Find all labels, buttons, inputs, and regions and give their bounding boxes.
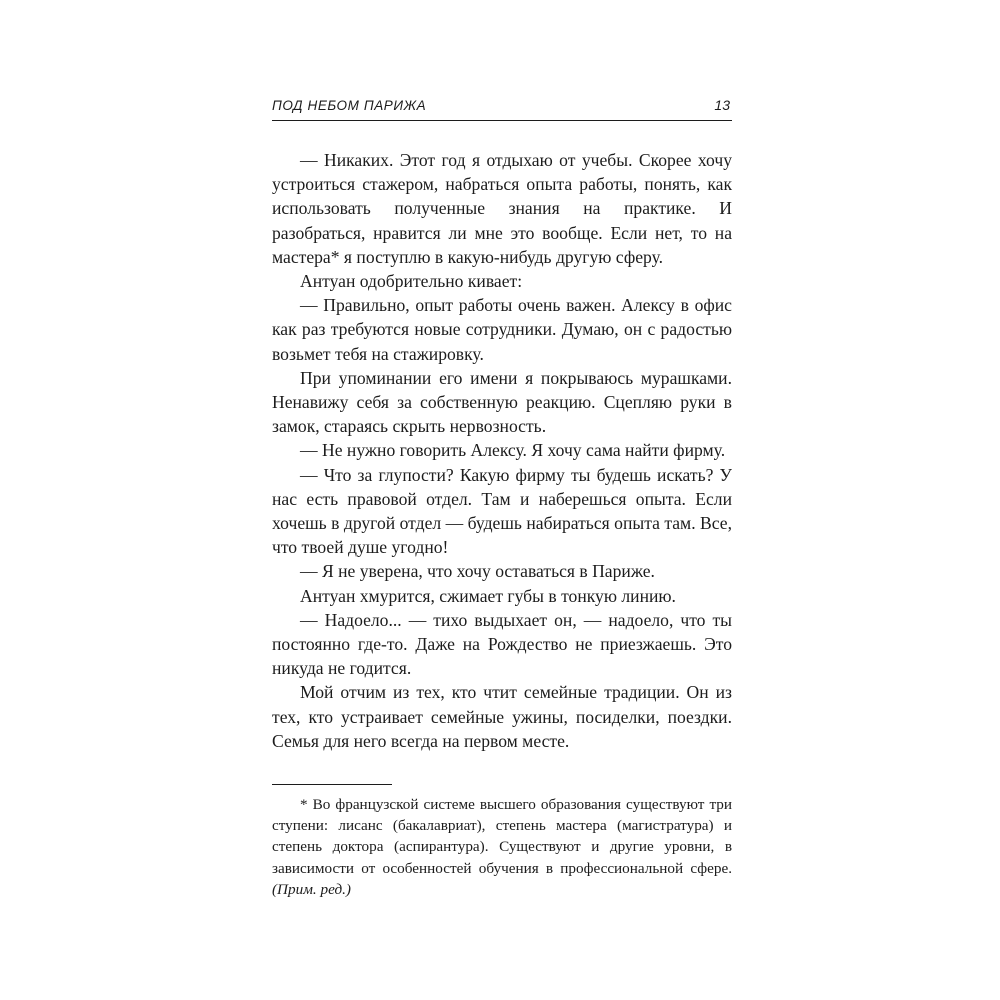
paragraph: — Не нужно говорить Алексу. Я хочу сама найти фирму. [300,440,726,461]
paragraph: — Я не уверена, что хочу оставаться в Париже. [300,561,655,582]
running-head-title: ПОД НЕБОМ ПАРИЖА [272,98,427,113]
paragraph: — Что за глупости? Какую фирму ты будешь искать? У нас есть правовой отдел. Там и наберешься опыта. Если хочешь в другой отдел — будешь набираться опыта там. Все, что твоей душе угодно! [272,464,732,558]
paragraph: — Надоело... — тихо выдыхает он, — надоело, что ты постоянно где-то. Даже на Рождество не приезжаешь. Это никуда не годится. [272,609,732,679]
main-text [272,148,732,753]
header-rule [272,120,732,121]
footnote [272,794,732,900]
page-number: 13 [714,97,730,113]
paragraph: При упоминании его имени я покрываюсь мурашками. Ненавижу себя за собственную реакцию. Сцепляю руки в замок, стараясь скрыть нервозность. [272,367,732,437]
footnote-rule [272,784,392,785]
paragraph: — Никаких. Этот год я отдыхаю от учебы. Скорее хочу устроиться стажером, набраться опыта работы, понять, как использовать полученные знания на практике. И разобраться, нравится ли мне это вообще. Если нет, то на мастера* я поступлю в какую-нибудь другую сферу. [272,150,732,267]
paragraph: Мой отчим из тех, кто чтит семейные традиции. Он из тех, кто устраивает семейные ужины, посиделки, поездки. Семья для него всегда на первом месте. [272,682,732,751]
book-page [272,94,732,898]
running-head [272,94,732,116]
paragraph: Антуан одобрительно кивает: [300,271,523,292]
paragraph: — Правильно, опыт работы очень важен. Алексу в офис как раз требуются новые сотрудники. Думаю, он с радостью возьмет тебя на стажировку. [272,295,732,364]
editor-note: (Прим. ред.) [272,880,351,898]
paragraph: Антуан хмурится, сжимает губы в тонкую линию. [300,585,676,606]
footnote-paragraph [272,794,732,900]
footnote-text: * Во французской системе высшего образования существуют три ступени: лисанс (бакалавриат), степень мастера (магистратура) и степень доктора (аспирантура). Существуют и другие уровни, в зависимости от особенностей обучения в профессиональной сфере. [272,796,732,877]
